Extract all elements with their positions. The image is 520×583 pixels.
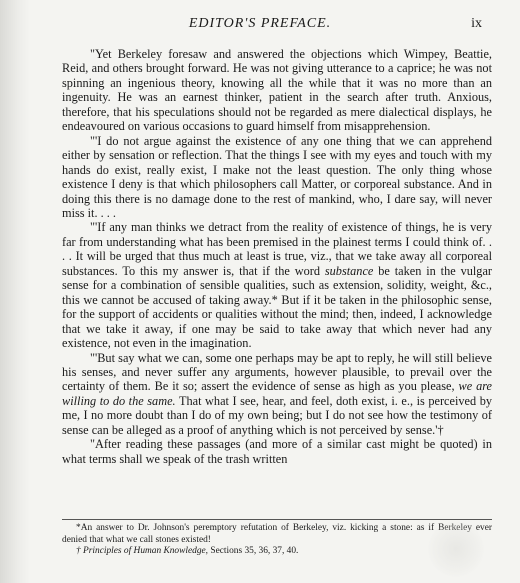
paragraph-4-text-b: That what I see, hear, and feel, doth exist, i. e., is perceived by me, I no more doubt than I do of my own being; but I do not see how the testimony of sense can be alleged as a proof of anything which is not perceived by sense.'† — [62, 393, 492, 437]
paragraph-4-emphasis: we are willing to do the same. — [62, 379, 493, 408]
paragraph-3 — [62, 220, 492, 350]
watermark-stamp — [428, 521, 484, 577]
paragraph-4-text-a: "'But say what we can, some one perhaps may be apt to reply, he will still believe his senses, and never suffer any arguments, however plausible, to prevail over the certainty of them. Be it so; assert the evidence of sense as high as you please, — [62, 350, 492, 394]
gutter-shadow — [0, 0, 30, 583]
paragraph-3-text-a: "'If any man thinks we detract from the reality of existence of things, he is very far from understanding what has been premised in the plainest terms I could think of. . . . It will be urged that thus much at least is true, viz., that we take away all corporeal substances. To this my answer is, that if the word — [62, 220, 492, 278]
paragraph-2-text: "'I do not argue against the existence of any one thing that we can apprehend either by sensation or reflection. That the things I see with my eyes and touch with my hands do exist, really exist, I make not the least question. The only thing whose existence I deny is that which philosophers call Matter, or corporeal substance. And in doing this there is no damage done to the rest of mankind, who, I dare say, will never miss it. . . . — [62, 133, 492, 220]
page-number: ix — [471, 16, 482, 31]
running-head: EDITOR'S PREFACE. — [188, 16, 332, 31]
paragraph-3-emphasis: substance — [324, 263, 374, 278]
footnote-2-sections: Sections 35, 36, 37, 40. — [210, 546, 299, 557]
paragraph-4 — [62, 351, 492, 438]
footnote-2-title: † Principles of Human Knowledge, — [76, 546, 209, 557]
paragraph-3-text-b: be taken in the vulgar sense for a combination of sensible qualities, such as extension, solidity, weight, &c., this we cannot be accused of taking away.* But if it be taken in the philosophic sense, for the support of accidents or qualities without the mind; then, indeed, I acknowledge that we take it away, if one may be said to take away that which never had any existence, not even in the imagination. — [62, 263, 492, 351]
paragraph-5-text: "After reading these passages (and more of a similar cast might be quoted) in what terms shall we speak of the trash written — [62, 437, 492, 466]
body-text — [62, 47, 492, 466]
footnote-rule — [62, 519, 492, 520]
footnote-1: *An answer to Dr. Johnson's peremptory refutation of Berkeley, viz. kicking a stone: as if Berkeley ever denied that what we call stones existed! — [62, 523, 492, 545]
paragraph-1-text: "Yet Berkeley foresaw and answered the objections which Wimpey, Beattie, Reid, and others brought forward. He was not giving utterance to a caprice; he was not spinning an ingenious theory, knowing all the while that it was no more than an ingenuity. He was an earnest thinker, patient in the search after truth. Anxious, therefore, that his speculations should not be regarded as mere dialectical displays, he endeavoured on various occasions to guard himself from misapprehension. — [62, 47, 492, 134]
paragraph-1 — [62, 47, 492, 134]
paragraph-5 — [62, 437, 492, 466]
paragraph-2 — [62, 134, 492, 221]
page-header — [0, 16, 520, 38]
